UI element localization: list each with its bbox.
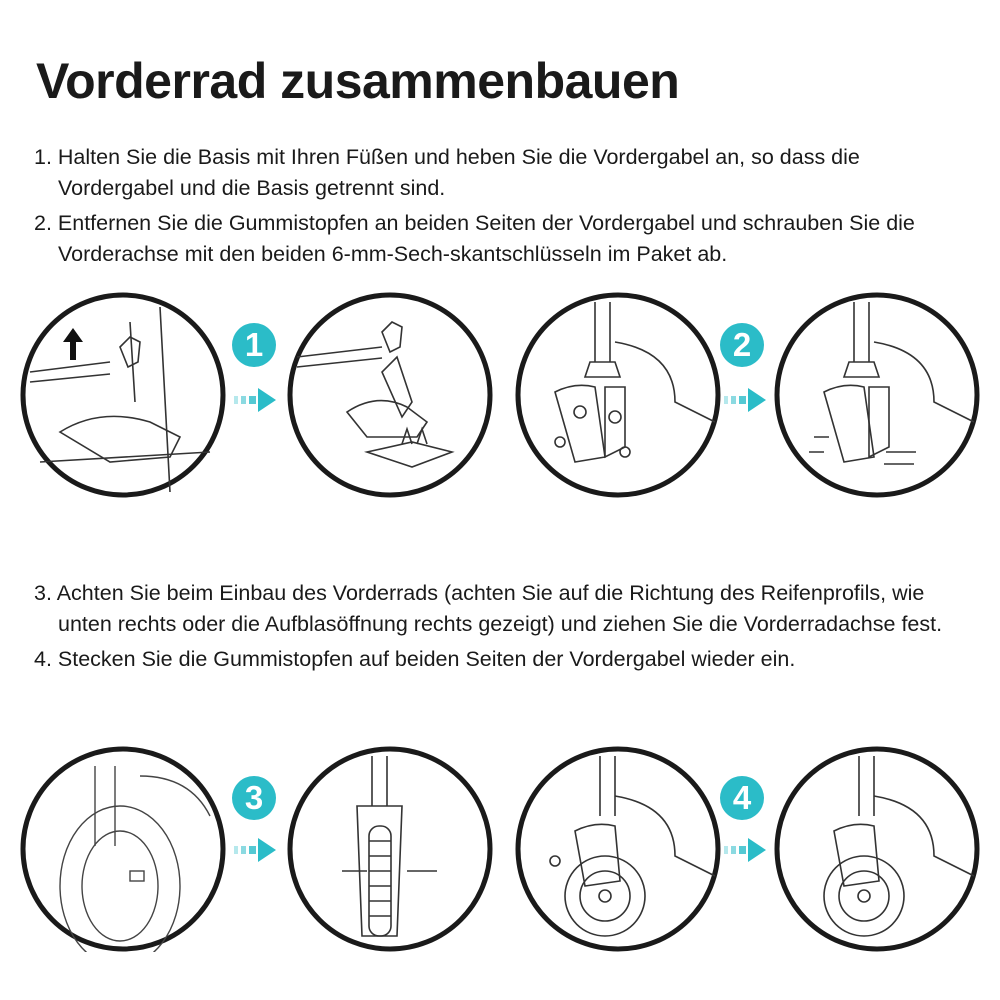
step-badge-4: 4 xyxy=(720,776,764,820)
step-4-text: 4. Stecken Sie die Gummistopfen auf beiden Seiten der Vordergabel wieder ein. xyxy=(34,647,796,671)
step-badge-1: 1 xyxy=(232,323,276,367)
illustration-axle-removed xyxy=(774,292,980,498)
illustration-lift-fork xyxy=(20,292,226,498)
illustration-wheel-tread xyxy=(287,746,493,952)
arrow-right-icon xyxy=(724,386,768,414)
page-title: Vorderrad zusammenbauen xyxy=(36,53,680,109)
arrow-right-icon xyxy=(724,836,768,864)
illustration-fork-with-plugs xyxy=(515,292,721,498)
arrow-right-icon xyxy=(234,386,278,414)
illustration-assembly-complete xyxy=(774,746,980,952)
instruction-block-2 xyxy=(34,578,974,679)
step-3-text: 3. Achten Sie beim Einbau des Vorderrads (achten Sie auf die Richtung des Reifenprofils, wie unten rechts oder die Aufblasöffnung rechts gezeigt) und ziehen Sie die Vorderradachse fest. xyxy=(34,581,943,636)
illustration-fork-separated xyxy=(287,292,493,498)
step-badge-2: 2 xyxy=(720,323,764,367)
step-badge-3: 3 xyxy=(232,776,276,820)
step-1-text: 1. Halten Sie die Basis mit Ihren Füßen und heben Sie die Vordergabel an, so dass die Vordergabel und die Basis getrennt sind. xyxy=(34,145,860,200)
step-2-text: 2. Entfernen Sie die Gummistopfen an beiden Seiten der Vordergabel und schrauben Sie die Vorderachse mit den beiden 6-mm-Sech-skantschlüsseln im Paket ab. xyxy=(34,211,915,266)
illustration-wheel-mounted xyxy=(515,746,721,952)
illustration-tire-valve xyxy=(20,746,226,952)
instruction-block-1 xyxy=(34,142,974,274)
arrow-right-icon xyxy=(234,836,278,864)
